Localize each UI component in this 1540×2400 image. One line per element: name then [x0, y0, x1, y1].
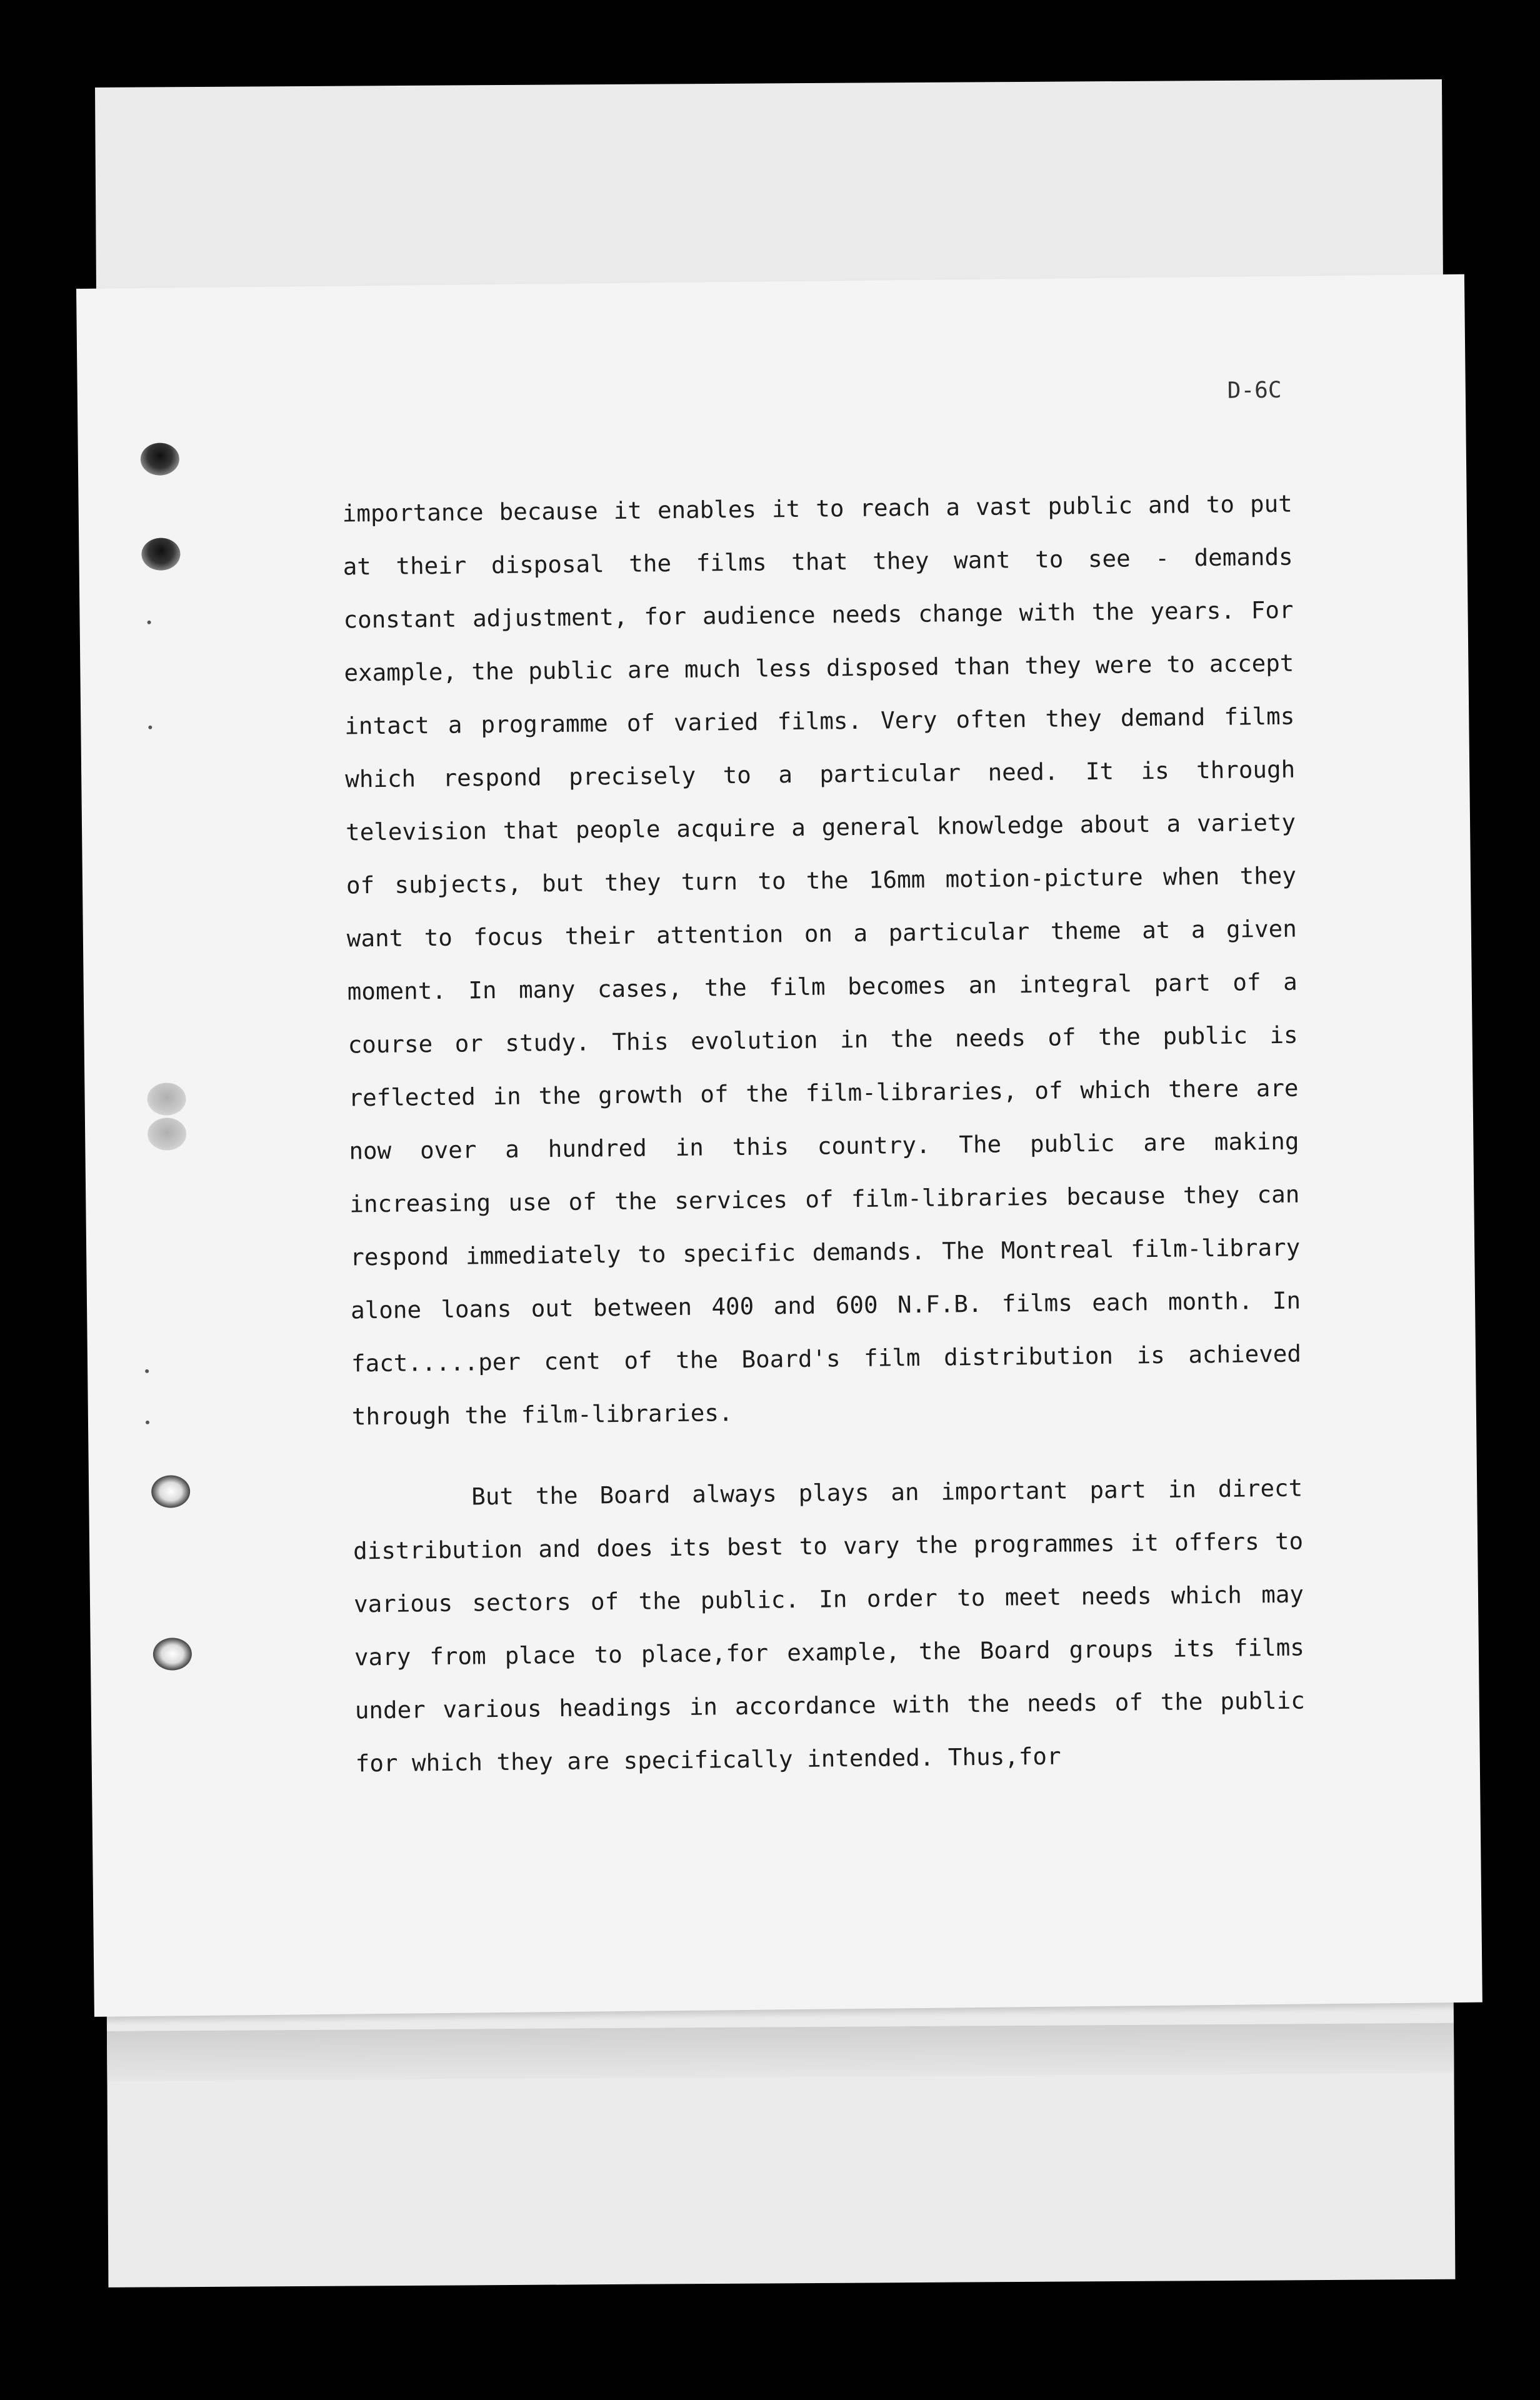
- paper-speck: [148, 621, 151, 624]
- punch-hole: [147, 1082, 186, 1116]
- typed-text: [342, 478, 1306, 1791]
- punch-hole: [153, 1638, 192, 1671]
- paragraph: But the Board always plays an important part in direct distribution and does its best to vary the programmes it offers to various sectors of the public. In order to meet needs which may vary from place to place,for example, the Board groups its films under various headings in accordance with the needs of the public for which they are specifically intended. Thus,for: [352, 1474, 1305, 1778]
- punch-hole: [141, 538, 181, 571]
- punch-hole: [148, 1118, 187, 1151]
- underlying-page-edge: [107, 2023, 1454, 2081]
- punch-hole: [141, 442, 180, 476]
- paragraph: importance because it enables it to reach a vast public and to put at their disposal the films that they want to see - demands constant adjustment, for audience needs change with the years. For example, the public are much less disposed than they were to accept intact a programme of varied films. Very often they demand films which respond precisely to a particular need. It is through television that people acquire a general knowledge about a variety of subjects, but they turn to the 16mm motion-picture when they want to focus their attention on a particular theme at a given moment. In many cases, the film becomes an integral part of a course or study. This evolution in the needs of the public is reflected in the growth of the film-libraries, of which there are now over a hundred in this country. The public are making increasing use of the services of film-libraries because they can respond immediately to specific demands. The Montreal film-library alone loans out between 400 and 600 N.F.B. films each month. In fact.....per cent of the Board's film distribution is achieved through the film-libraries.: [342, 489, 1302, 1431]
- page-id: D-6C: [1227, 377, 1282, 404]
- typed-page: [76, 274, 1482, 2017]
- punch-hole: [151, 1475, 191, 1508]
- paper-speck: [148, 726, 152, 729]
- paper-speck: [145, 1369, 149, 1373]
- paper-speck: [146, 1421, 149, 1424]
